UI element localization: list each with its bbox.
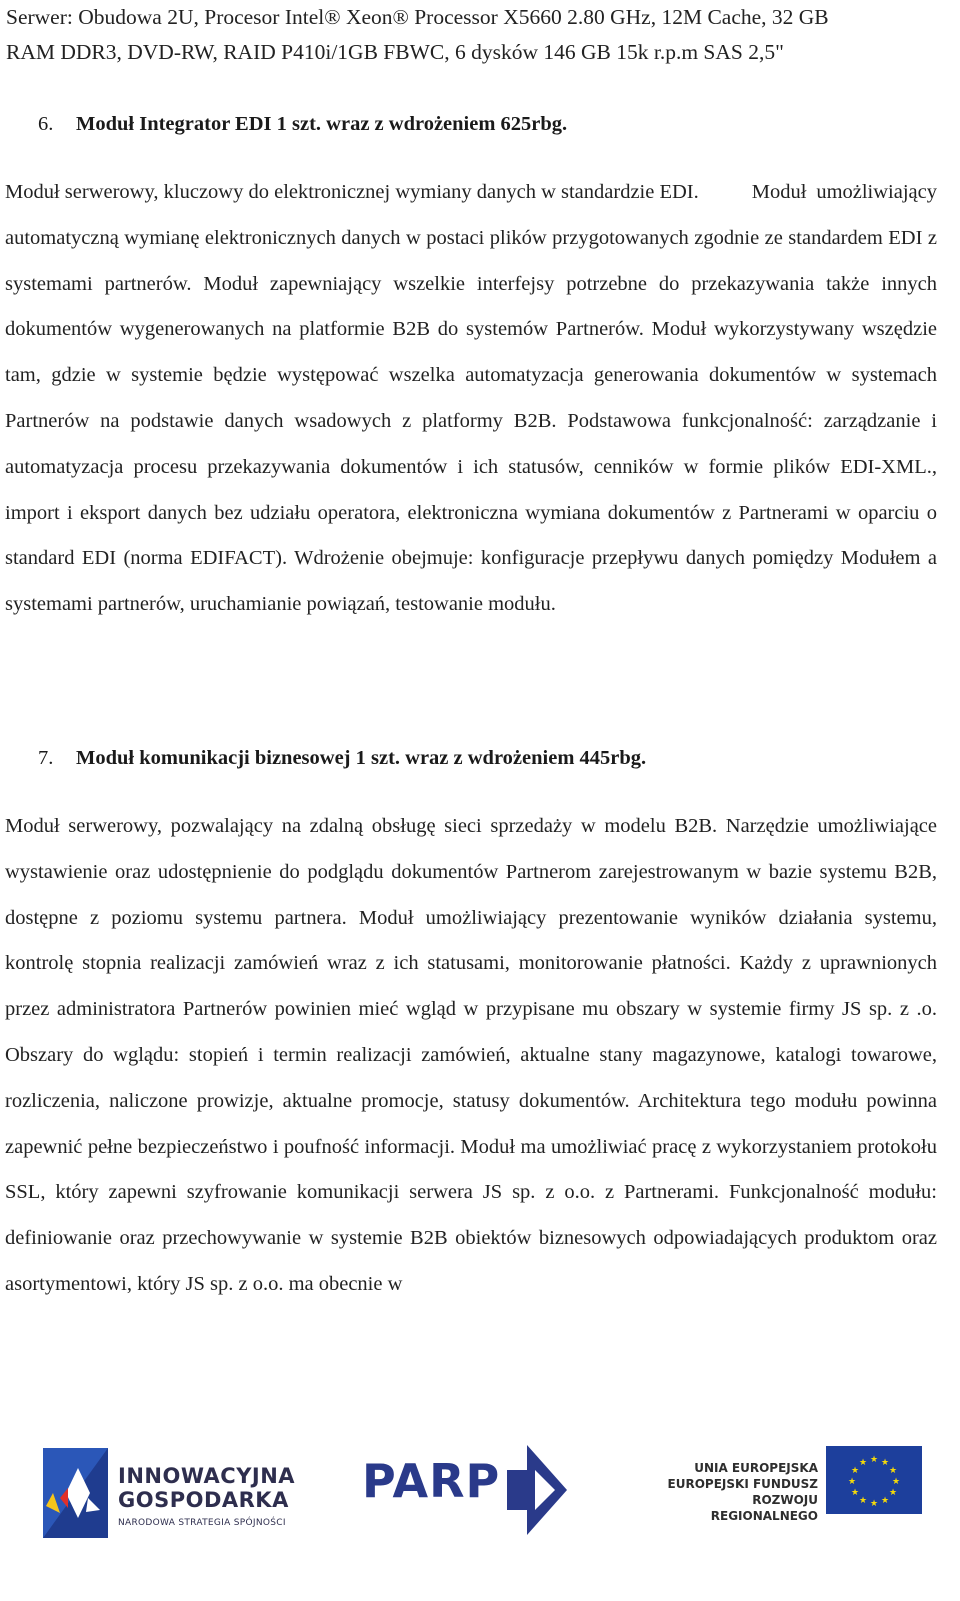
svg-text:★: ★ [850, 1488, 860, 1498]
ig-title [118, 1464, 295, 1512]
header-line-1: Serwer: Obudowa 2U, Procesor Intel® Xeon® Processor X5660 2.80 GHz, 12M Cache, 32 GB [6, 5, 829, 29]
svg-text:★: ★ [858, 1458, 868, 1468]
eu-line-1: UNIA EUROPEJSKA [694, 1461, 818, 1475]
section-6-body-wrapper [5, 170, 937, 628]
svg-text:★: ★ [858, 1496, 868, 1506]
ig-line-1: INNOWACYJNA [118, 1464, 296, 1488]
svg-text:★: ★ [850, 1466, 860, 1476]
parp-arrow-icon [497, 1440, 572, 1540]
eu-line-2: EUROPEJSKI FUNDUSZ [667, 1477, 818, 1491]
section-7-number: 7. [38, 747, 54, 769]
header-line-2: RAM DDR3, DVD-RW, RAID P410i/1GB FBWC, 6 dysków 146 GB 15k r.p.m SAS 2,5" [6, 40, 784, 64]
parp-wordmark: PARP [362, 1454, 501, 1508]
innowacyjna-gospodarka-logo [38, 1438, 308, 1553]
section-6-title: Moduł Integrator EDI 1 szt. wraz z wdrożeniem 625rbg. [76, 113, 568, 135]
section-7-heading [38, 747, 938, 770]
eu-text [658, 1460, 818, 1524]
eu-flag-icon [826, 1446, 922, 1514]
parp-logo [362, 1436, 577, 1546]
section-6-number: 6. [38, 113, 54, 135]
section-6-first-line: Moduł serwerowy, kluczowy do elektronicznej wymiany danych w standardzie EDI. [5, 181, 699, 203]
svg-text:★: ★ [888, 1488, 898, 1498]
svg-text:★: ★ [891, 1477, 901, 1487]
section-7-body: Moduł serwerowy, pozwalający na zdalną obsługę sieci sprzedaży w modelu B2B. Narzędzie umożliwiające wystawienie oraz udostępnienie do podglądu dokumentów Partnerom zarejestrowanym w bazie systemu B2B, dostępne z poziomu systemu partnera. Moduł umożliwiający prezentowanie wyników działania systemu, kontrolę stopnia realizacji zamówień wraz z ich statusami, monitorowanie płatności. Każdy z uprawnionych przez administratora Partnerów powinien mieć wgląd w przypisane mu obszary w systemie firmy JS sp. z .o. Obszary do wglądu: stopień i termin realizacji zamówień, aktualne stany magazynowe, katalogi towarowe, rozliczenia, naliczone prowizje, aktualne promocje, statusy dokumentów. Architektura tego modułu powinna zapewnić pełne bezpieczeństwo i poufność informacji. Moduł ma umożliwiać pracę z wykorzystaniem protokołu SSL, który zapewni szyfrowanie komunikacji serwera JS sp. z o.o. z Partnerami. Funkcjonalność modułu: definiowanie oraz przechowywanie w systemie B2B obiektów biznesowych odpowiadających produktom oraz asortymentowi, który JS sp. z o.o. ma obecnie w [5, 815, 937, 1295]
section-6-heading [38, 113, 938, 136]
svg-text:★: ★ [888, 1466, 898, 1476]
server-spec-header [6, 0, 941, 70]
svg-text:★: ★ [869, 1499, 879, 1509]
ig-emblem-icon [38, 1438, 118, 1548]
svg-text:★: ★ [880, 1496, 890, 1506]
eu-stars-icon [826, 1446, 922, 1514]
footer-logos [0, 1416, 960, 1601]
eu-line-3: ROZWOJU REGIONALNEGO [710, 1493, 818, 1523]
section-6-body: Moduł umożliwiający automatyczną wymianę elektronicznych danych w postaci plików przygotowanych zgodnie ze standardem EDI z systemami partnerów. Moduł zapewniający wszelkie interfejsy potrzebne do przekazywania także innych dokumentów wygenerowanych na platformie B2B do systemów Partnerów. Moduł wykorzystywany wszędzie tam, gdzie w systemie będzie występować wszelka automatyzacja generowania dokumentów w systemach Partnerów na podstawie danych wsadowych z platformy B2B. Podstawowa funkcjonalność: zarządzanie i automatyzacja procesu przekazywania dokumentów i ich statusów, cenników w formie plików EDI-XML., import i eksport danych bez udziału operatora, elektroniczna wymiana dokumentów z Partnerami w oparciu o standard EDI (norma EDIFACT). Wdrożenie obejmuje: konfiguracje przepływu danych pomiędzy Modułem a systemami partnerów, uruchamianie powiązań, testowanie modułu. [5, 181, 937, 616]
section-7-title: Moduł komunikacji biznesowej 1 szt. wraz z wdrożeniem 445rbg. [76, 747, 647, 769]
eu-logo [658, 1446, 923, 1546]
svg-text:★: ★ [880, 1458, 890, 1468]
ig-subtitle: NARODOWA STRATEGIA SPÓJNOŚCI [118, 1518, 286, 1528]
ig-line-2: GOSPODARKA [118, 1488, 289, 1512]
svg-text:★: ★ [869, 1455, 879, 1465]
svg-text:★: ★ [847, 1477, 857, 1487]
